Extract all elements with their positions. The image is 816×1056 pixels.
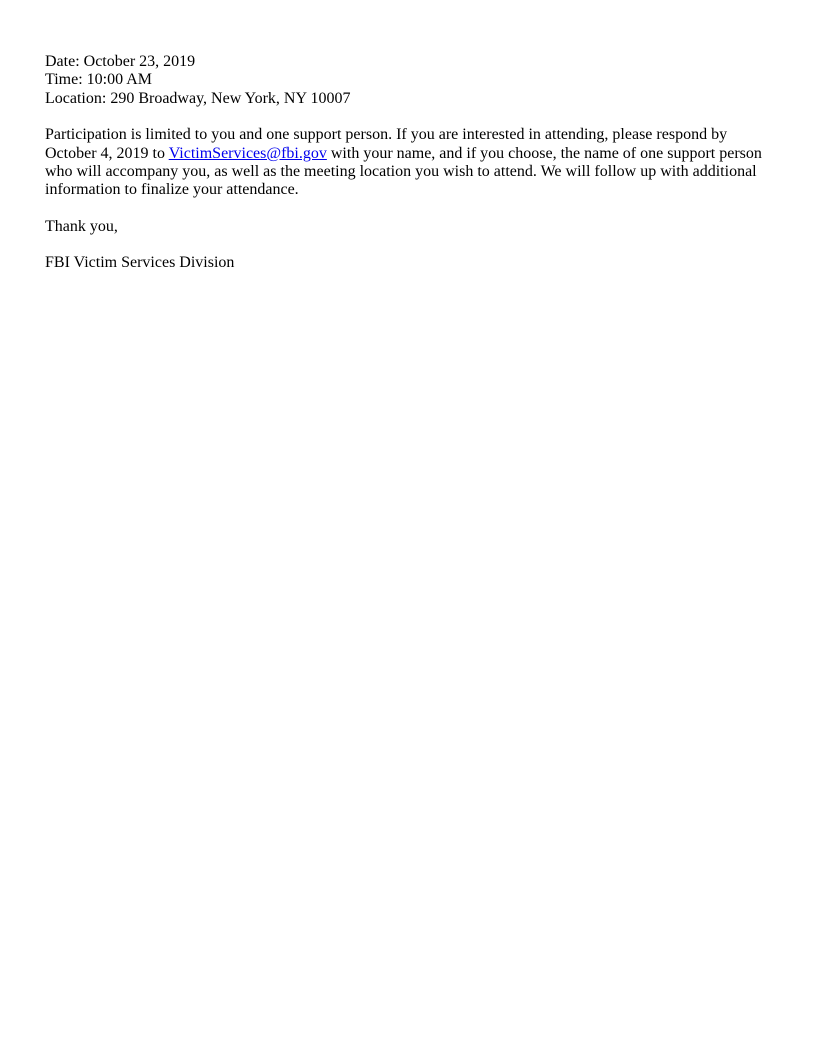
event-time: Time: 10:00 AM (45, 71, 152, 89)
participation-paragraph (45, 126, 775, 200)
closing-line: Thank you, (45, 217, 118, 235)
event-details (45, 53, 775, 108)
paragraph-text-before-link: Participation is limited to you and one support person. If you are interested in attending, please respond by October 4, 2019 to (45, 126, 728, 162)
event-date: Date: October 23, 2019 (45, 53, 196, 70)
email-link[interactable]: VictimServices@fbi.gov (168, 144, 327, 162)
document-page (45, 53, 775, 291)
event-location: Location: 290 Broadway, New York, NY 10007 (45, 89, 351, 107)
signature-line: FBI Victim Services Division (45, 254, 235, 272)
paragraph-text-after-link: with your name, and if you choose, the name of one support person who will accompany you, as well as the meeting location you wish to attend. We will follow up with additional information to finalize your attendance. (45, 144, 762, 199)
